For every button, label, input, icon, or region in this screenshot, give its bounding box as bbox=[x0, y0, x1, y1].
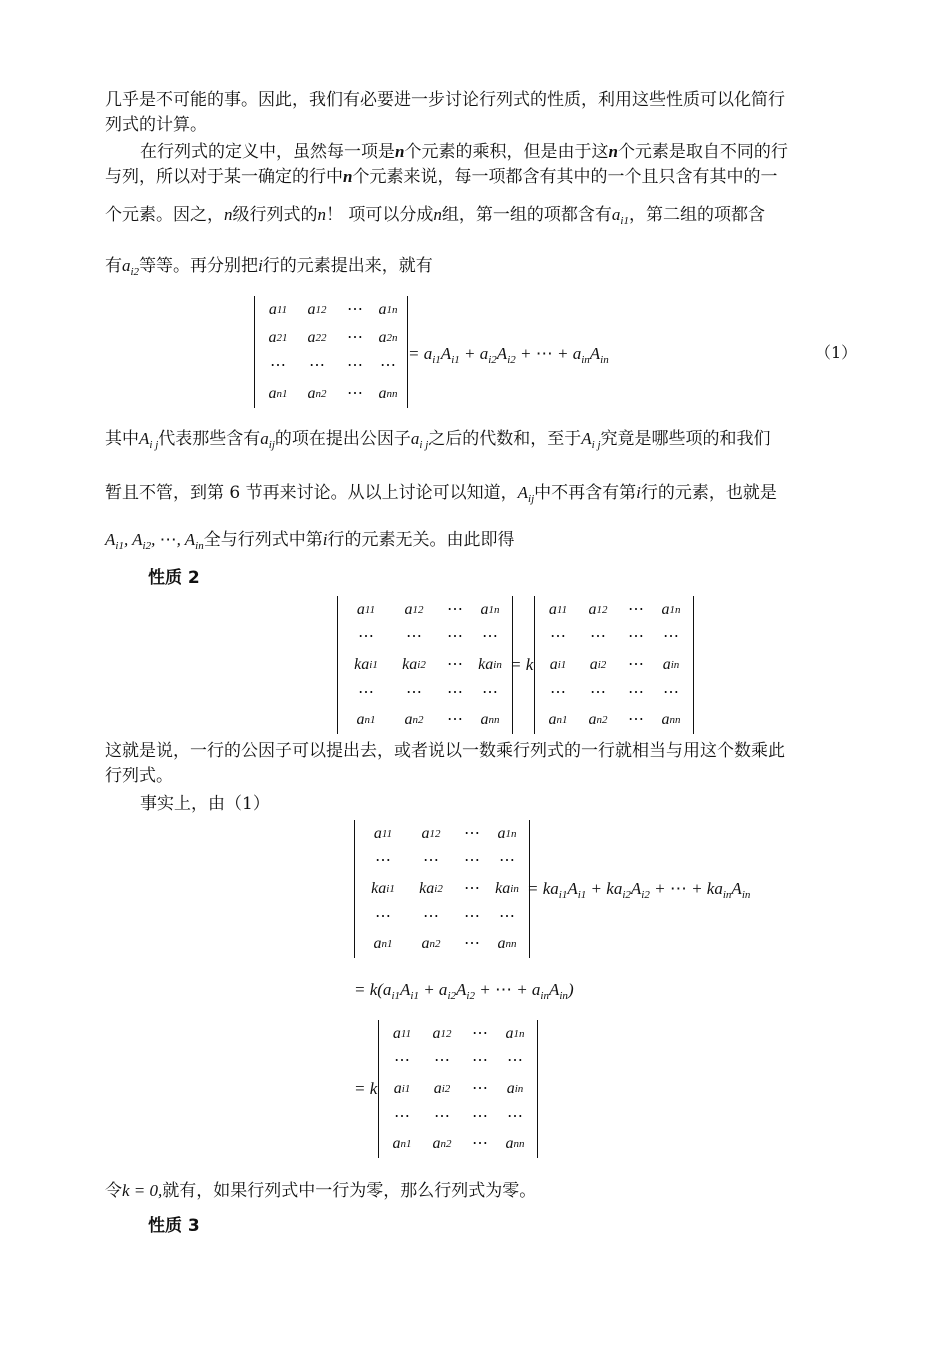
equation-number: （1） bbox=[815, 343, 858, 362]
text-line: 几乎是不可能的事。因此，我们有必要进一步讨论行列式的性质，利用这些性质可以化简行 bbox=[105, 90, 785, 110]
heading-property-2: 性质 2 bbox=[148, 568, 200, 588]
determinant-proof-3: a 11 a 12 ⋯ a 1n ⋯ ⋯ ⋯ ⋯ a i1 a i2 ⋯ a in ⋯ ⋯ ⋯ ⋯ a n1 a n2 ⋯ a nn bbox=[378, 1020, 538, 1158]
equation-rhs-proof-2: = $k(a_{i1}A_{i1} + a_{i2}A_{i2}$ + ⋯ + $a_{in}A_{in}$) bbox=[354, 980, 574, 1002]
text-line: 暂且不管，到第 6 节再来讨论。从以上讨论可以知道，$A_{ij}$中不再含有第i行的元素，也就是 bbox=[105, 483, 777, 505]
determinant-factored: a 11 a 12 ⋯ a 1n ⋯ ⋯ ⋯ ⋯ a i1 a i2 ⋯ a in ⋯ ⋯ ⋯ ⋯ a n1 a n2 ⋯ a nn bbox=[534, 596, 694, 734]
determinant-eq1: a 11 a 12 ⋯ a 1n a 21 a 22 ⋯ a 2n ⋯ ⋯ ⋯ ⋯ a n1 a n2 ⋯ a nn bbox=[254, 296, 408, 408]
determinant-proof-1: a 11 a 12 ⋯ a 1n ⋯ ⋯ ⋯ ⋯ ka i1 ka i2 ⋯ ka in ⋯ ⋯ ⋯ ⋯ a n1 a n2 ⋯ a nn bbox=[354, 820, 530, 958]
text-line: 这就是说，一行的公因子可以提出去，或者说以一数乘行列式的一行就相当与用这个数乘此 bbox=[105, 741, 785, 761]
heading-property-3: 性质 3 bbox=[148, 1216, 200, 1236]
text-line: 事实上，由（1） bbox=[140, 794, 270, 814]
text-line: 令k = 0,就有，如果行列式中一行为零，那么行列式为零。 bbox=[105, 1181, 537, 1201]
text-line: 行列式。 bbox=[105, 766, 173, 786]
text-line: 与列，所以对于某一确定的行中n个元素来说，每一项都含有其中的一个且只含有其中的一 bbox=[105, 167, 778, 187]
text-line: 在行列式的定义中，虽然每一项是n个元素的乘积，但是由于这n个元素是取自不同的行 bbox=[140, 142, 788, 162]
equals-k-proof: = k bbox=[354, 1079, 378, 1098]
text-line: 列式的计算。 bbox=[105, 115, 207, 135]
equals-k: = k bbox=[510, 655, 534, 674]
text-line: $A_{i1}$, $A_{i2}$, ⋯, $A_{in}$全与行列式中第i行的元素无关。由此即得 bbox=[105, 530, 515, 552]
equation-rhs-proof-1: = $ka_{i1}A_{i1} + ka_{i2}A_{i2}$ + ⋯ + $ka_{in}A_{in}$ bbox=[527, 879, 751, 901]
text-line: 其中$A_{i j}$代表那些含有$a_{ij}$的项在提出公因子$a_{i j}$之后的代数和，至于$A_{i j}$究竟是哪些项的和我们 bbox=[105, 429, 771, 451]
equation-rhs-1: = $a_{i1}A_{i1} + a_{i2}A_{i2}$ + ⋯ + $a_{in}A_{in}$ bbox=[408, 344, 609, 366]
text-line: 有$a_{i2}$等等。再分别把i行的元素提出来，就有 bbox=[105, 256, 433, 278]
text-line: 个元素。因之，n级行列式的n！ 项可以分成n组，第一组的项都含有$a_{i1}$，第二组的项都含 bbox=[105, 205, 765, 227]
determinant-k-row: a 11 a 12 ⋯ a 1n ⋯ ⋯ ⋯ ⋯ ka i1 ka i2 ⋯ ka in ⋯ ⋯ ⋯ ⋯ a n1 a n2 ⋯ a nn bbox=[337, 596, 513, 734]
